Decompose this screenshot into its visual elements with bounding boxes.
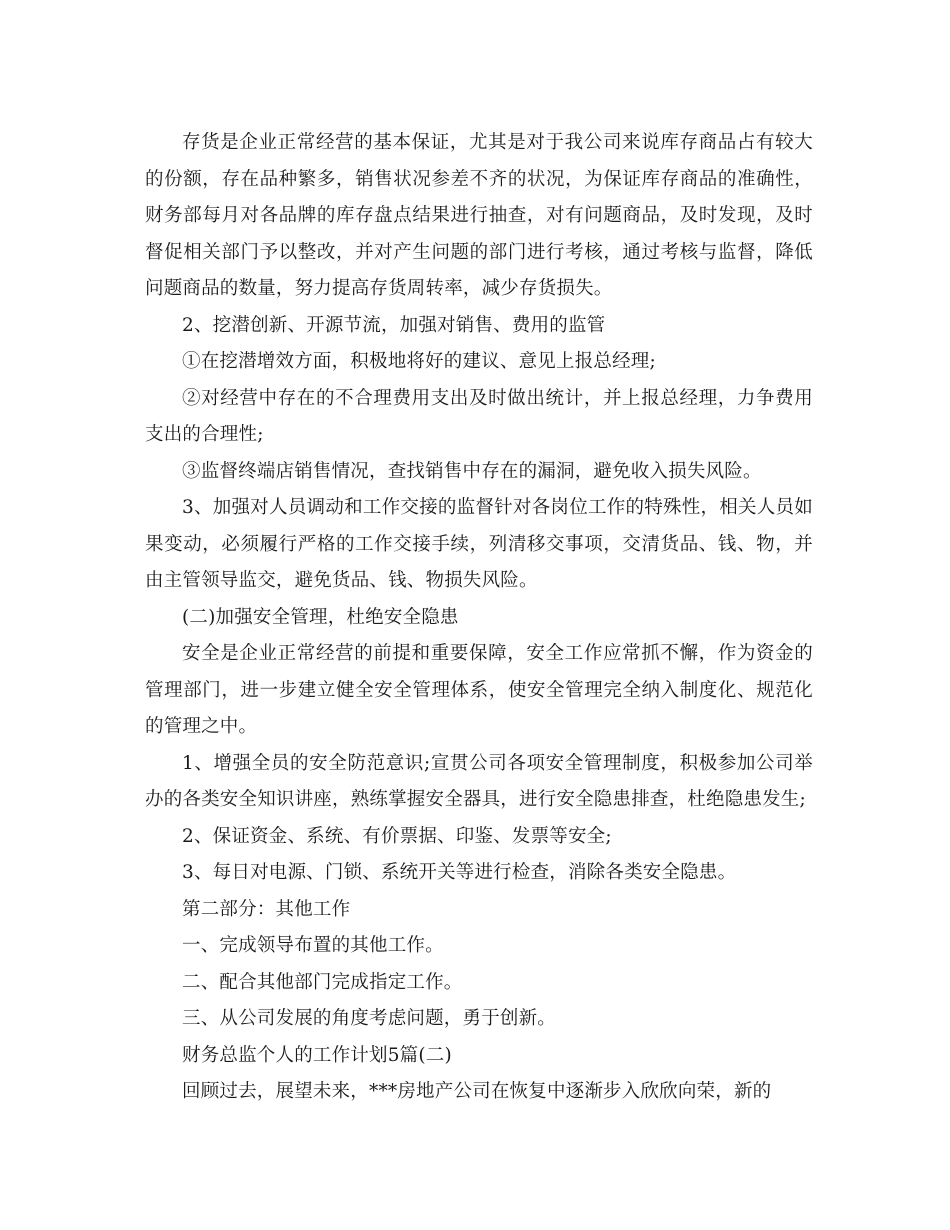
paragraph-heading-3: 3、加强对人员调动和工作交接的监督针对各岗位工作的特殊性，相关人员如果变动，必须履行严格的工作交接手续，列清移交事项，交清货品、钱、物，并由主管领导监交，避免货品、钱、物损失风险。 <box>145 497 813 591</box>
paragraph-other-2: 二、配合其他部门完成指定工作。 <box>182 971 463 993</box>
paragraph-heading-2: 2、挖潜创新、开源节流，加强对销售、费用的监管 <box>182 314 606 336</box>
paragraph-other-1: 一、完成领导布置的其他工作。 <box>182 935 444 956</box>
paragraph-inventory: 存货是企业正常经营的基本保证，尤其是对于我公司来说库存商品占有较大的份额，存在品种繁多，销售状况参差不齐的状况，为保证库存商品的准确性，财务部每月对各品牌的库存盘点结果进行抽查，对有问题商品，及时发现，及时督促相关部门予以整改，并对产生问题的部门进行考核，通过考核与监督，降低问题商品的数量，努力提高存货周转率，减少存货损失。 <box>145 132 813 299</box>
paragraph-other-3: 三、从公司发展的角度考虑问题，勇于创新。 <box>182 1008 557 1029</box>
paragraph-item-3: ③监督终端店销售情况，查找销售中存在的漏洞，避免收入损失风险。 <box>182 460 762 482</box>
document-body <box>145 125 813 1111</box>
paragraph-part-2: 第二部分：其他工作 <box>182 898 351 920</box>
paragraph-item-1: ①在挖潜增效方面，积极地将好的建议、意见上报总经理; <box>182 351 656 372</box>
paragraph-review: 回顾过去，展望未来，***房地产公司在恢复中逐渐步入欣欣向荣，新的 <box>182 1081 772 1102</box>
paragraph-item-2: ②对经营中存在的不合理费用支出及时做出统计，并上报总经理，力争费用支出的合理性; <box>145 387 813 445</box>
paragraph-safety-2: 2、保证资金、系统、有价票据、印鉴、发票等安全; <box>182 825 612 847</box>
paragraph-safety-1: 1、增强全员的安全防范意识;宣贯公司各项安全管理制度，积极参加公司举办的各类安全知识讲座，熟练掌握安全器具，进行安全隐患排查，杜绝隐患发生; <box>145 752 813 810</box>
paragraph-safety-3: 3、每日对电源、门锁、系统开关等进行检查，消除各类安全隐患。 <box>182 862 737 883</box>
paragraph-safety: 安全是企业正常经营的前提和重要保障，安全工作应常抓不懈，作为资金的管理部门，进一步建立健全安全管理体系，使安全管理完全纳入制度化、规范化的管理之中。 <box>145 643 813 737</box>
paragraph-plan-title: 财务总监个人的工作计划5篇(二) <box>182 1044 452 1066</box>
paragraph-section-2: (二)加强安全管理，杜绝安全隐患 <box>182 606 459 628</box>
